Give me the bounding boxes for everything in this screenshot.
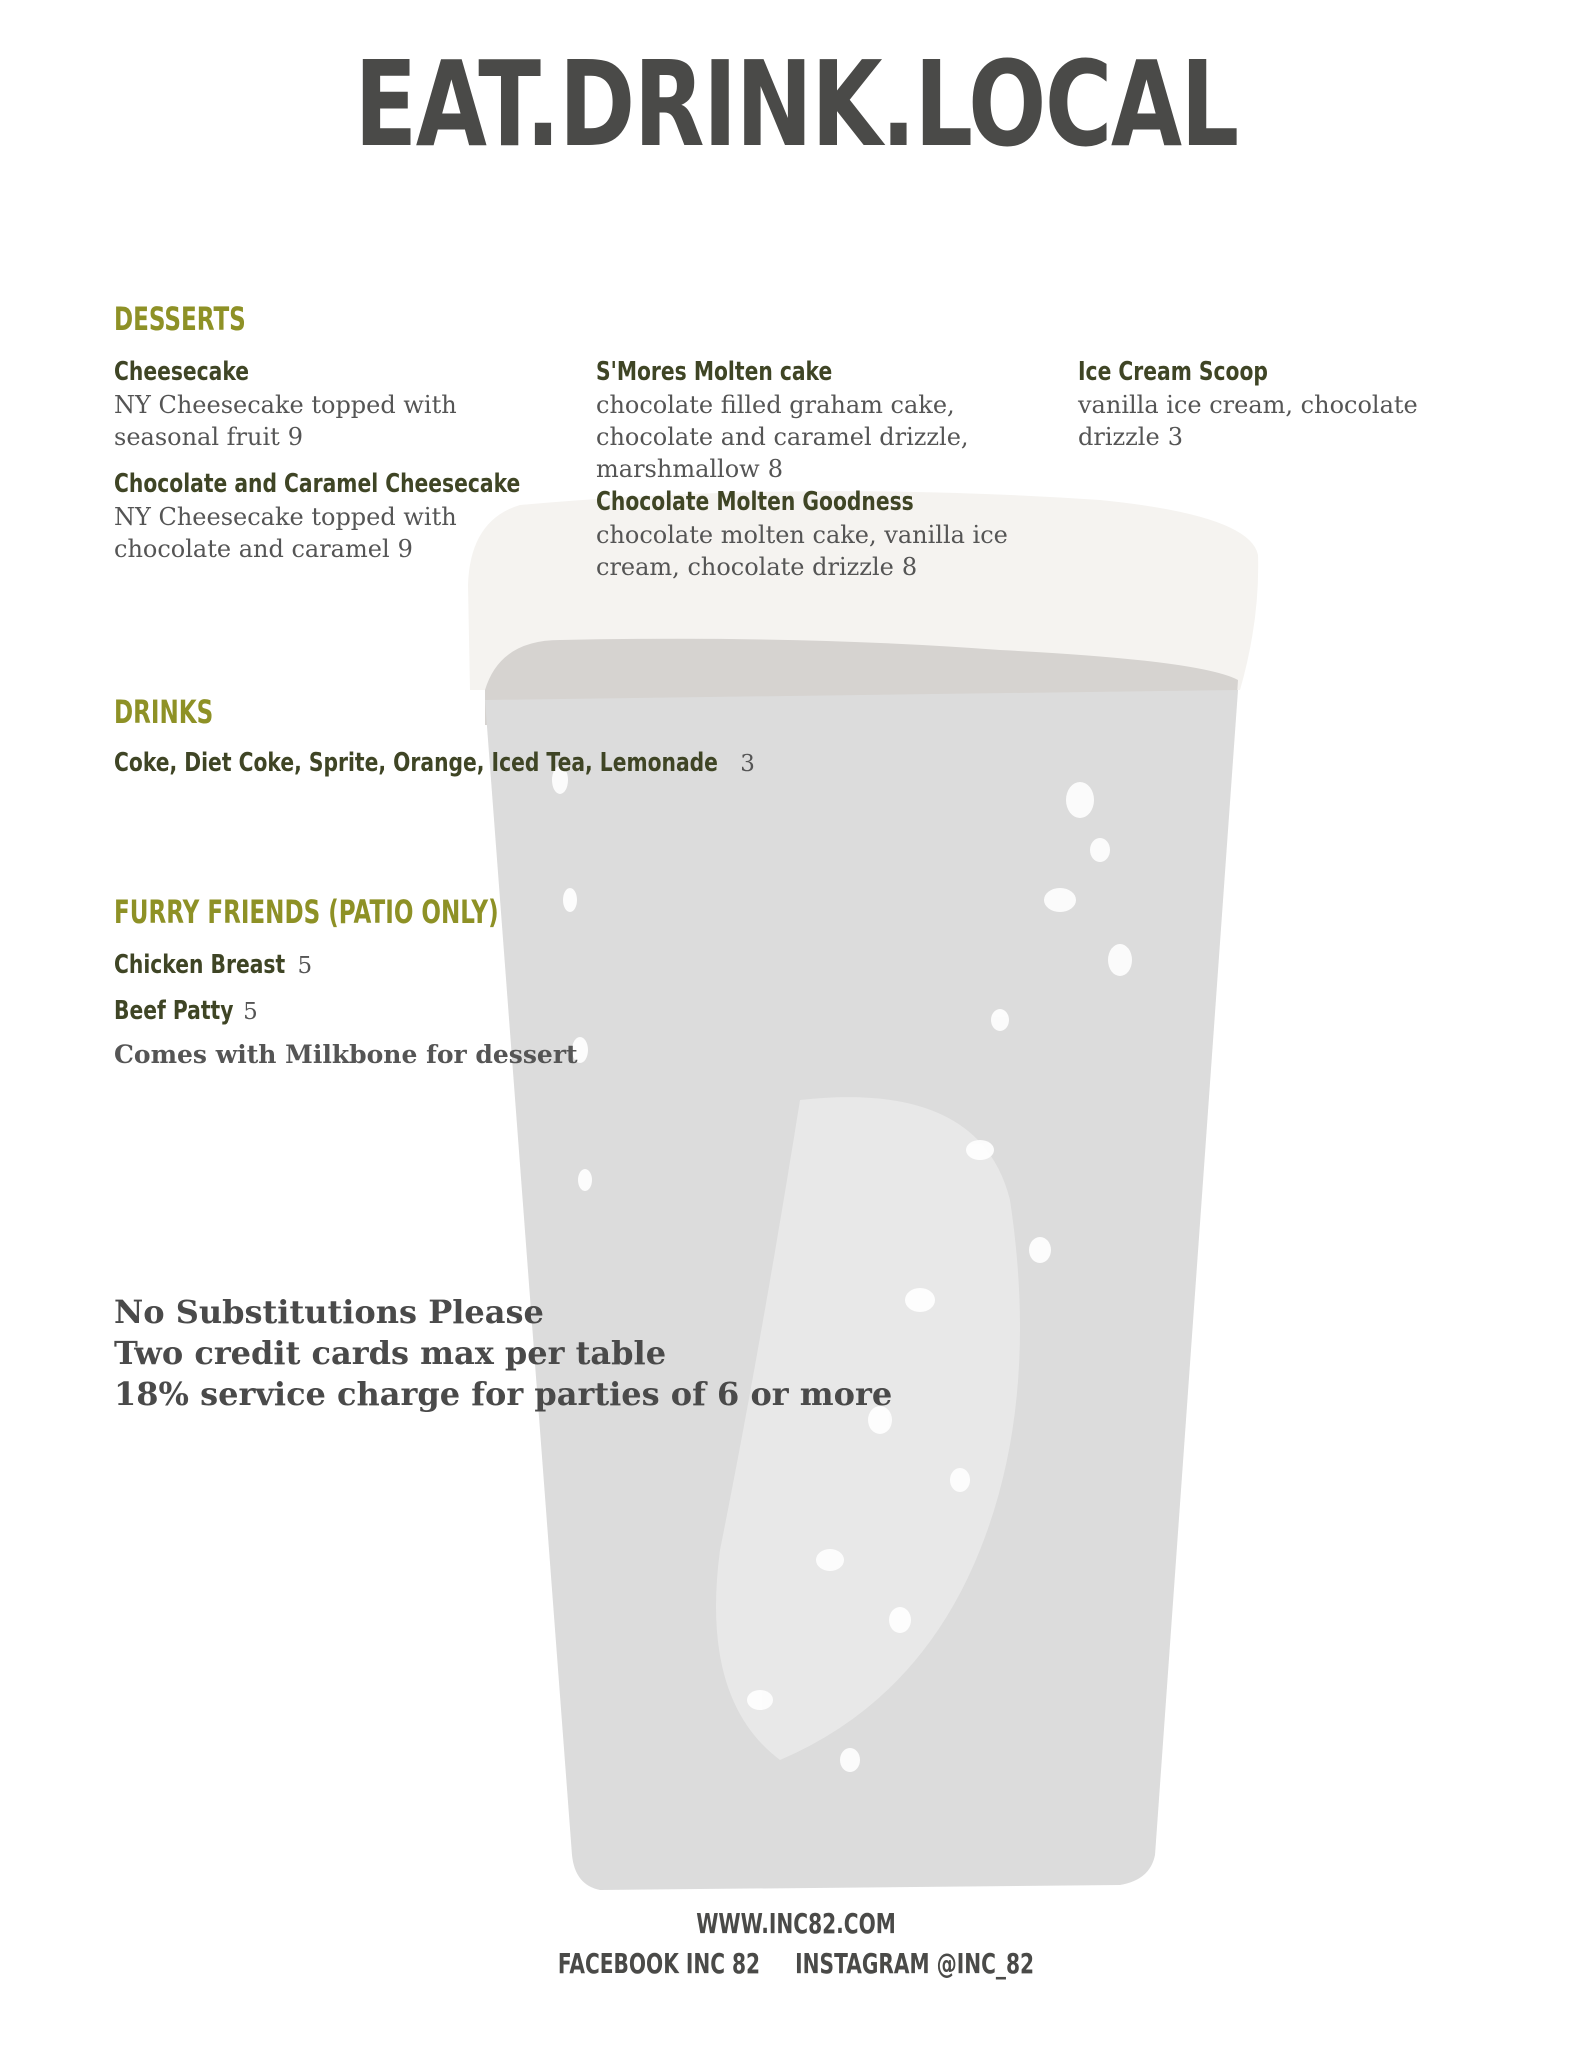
website-link[interactable]: WWW.INC82.COM (696, 1907, 896, 1940)
item-price: 3 (740, 751, 755, 777)
item-price: 5 (243, 999, 258, 1025)
item-price: 8 (901, 553, 918, 581)
furry-item (114, 994, 258, 1032)
item-description: chocolate molten cake, vanilla ice cream, chocolate drizzle 8 (596, 521, 1008, 581)
desserts-heading: DESSERTS (114, 300, 246, 338)
item-name: Chicken Breast (114, 950, 286, 980)
item-price: 3 (1167, 423, 1183, 451)
policy-line: Two credit cards max per table (114, 1334, 667, 1372)
item-description: NY Cheesecake topped with chocolate and caramel 9 (114, 503, 457, 563)
item-description: vanilla ice cream, chocolate drizzle 3 (1078, 391, 1418, 451)
desserts-column-2 (596, 355, 1046, 597)
item-price: 8 (767, 455, 784, 483)
item-price: 9 (397, 535, 413, 563)
menu-item (596, 485, 1046, 583)
menu-item (1078, 355, 1478, 453)
menu-item (114, 355, 554, 453)
desserts-column-3 (1078, 355, 1478, 467)
drinks-heading: DRINKS (114, 693, 214, 731)
furry-friends-note: Comes with Milkbone for dessert (114, 1040, 578, 1069)
item-price: 5 (297, 953, 313, 979)
policy-line: 18% service charge for parties of 6 or more (114, 1375, 893, 1413)
item-description: chocolate filled graham cake, chocolate and caramel drizzle, marshmallow 8 (596, 391, 969, 483)
item-price: 9 (287, 423, 304, 451)
policies (114, 1292, 892, 1415)
furry-item (114, 948, 312, 986)
drinks-item (114, 746, 755, 784)
item-name: Coke, Diet Coke, Sprite, Orange, Iced Tea, Lemonade (114, 748, 718, 778)
item-name: Cheesecake (114, 357, 250, 387)
menu-item (596, 355, 1046, 485)
menu-item (114, 467, 554, 565)
item-description: NY Cheesecake topped with seasonal fruit 9 (114, 391, 457, 451)
item-name: Ice Cream Scoop (1078, 357, 1268, 387)
desserts-column-1 (114, 355, 554, 579)
social-links[interactable]: FACEBOOK INC 82 INSTAGRAM @INC_82 (557, 1947, 1035, 1980)
item-name: Chocolate and Caramel Cheesecake (114, 469, 521, 499)
page-title: EAT.DRINK.LOCAL (354, 35, 1238, 173)
furry-friends-heading: FURRY FRIENDS (PATIO ONLY) (114, 893, 499, 931)
item-name: Beef Patty (114, 996, 234, 1026)
policy-line: No Substitutions Please (114, 1293, 544, 1331)
item-name: Chocolate Molten Goodness (596, 487, 914, 517)
item-name: S'Mores Molten cake (596, 357, 833, 387)
